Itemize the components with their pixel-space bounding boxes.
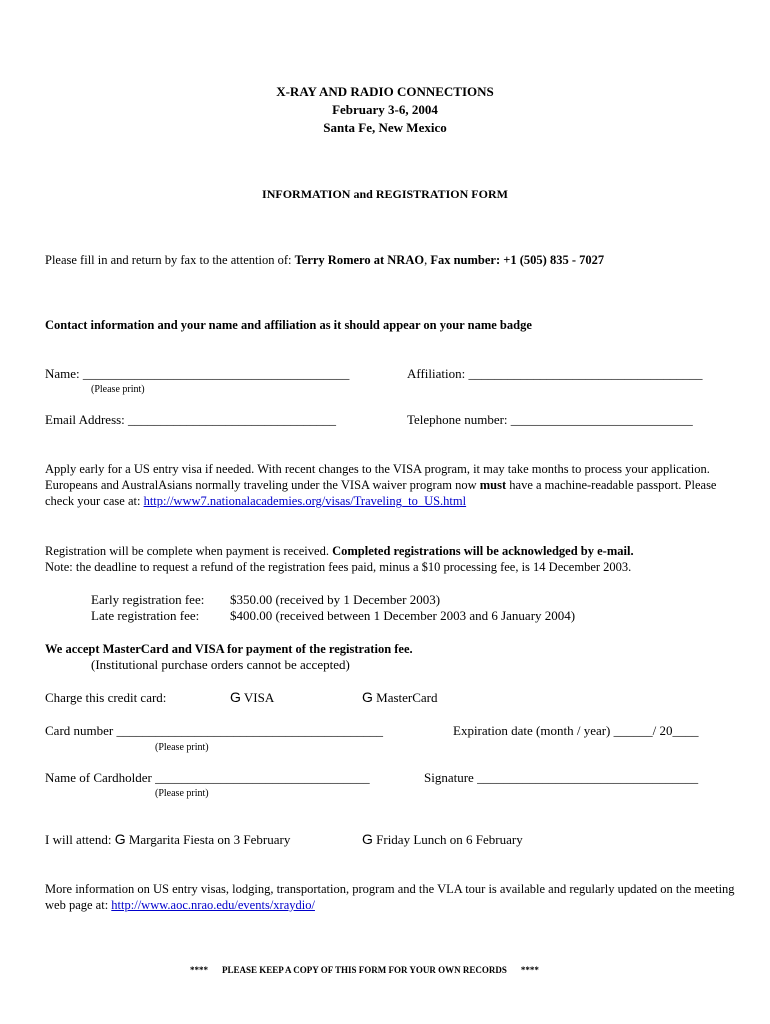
visa-option-label: VISA [240, 690, 275, 705]
lunch-label: Friday Lunch on 6 February [372, 832, 523, 847]
fax-number: Fax number: +1 (505) 835 - 7027 [430, 253, 605, 267]
name-please-print: (Please print) [91, 384, 145, 395]
refund-note: Note: the deadline to request a refund of the registration fees paid, minus a $10 processing fee, is 14 December 2003. [45, 560, 632, 574]
return-instructions [45, 252, 604, 268]
email-field[interactable]: Email Address: ________________________________ [45, 412, 337, 427]
mastercard-option-label: MasterCard [372, 690, 438, 705]
visa-text-2: have a machine-readable passport. Please check your case at: [45, 478, 717, 508]
fiesta-label: Margarita Fiesta on 3 February [125, 832, 291, 847]
more-info-paragraph [45, 881, 735, 913]
late-fee-label: Late registration fee: [91, 608, 200, 623]
lunch-option[interactable] [362, 831, 523, 848]
more-info-text: More information on US entry visas, lodging, transportation, program and the VLA tour is available and regularly updated on the meeting web page at: [45, 882, 735, 912]
cardholder-field[interactable]: Name of Cardholder _________________________________ [45, 770, 370, 785]
mastercard-option[interactable] [362, 689, 438, 706]
name-field[interactable]: Name: _________________________________________ [45, 366, 350, 381]
telephone-field[interactable]: Telephone number: ____________________________ [407, 412, 693, 427]
meeting-web-link[interactable]: http://www.aoc.nrao.edu/events/xraydio/ [111, 898, 315, 912]
event-location: Santa Fe, New Mexico [323, 120, 447, 135]
return-separator: , [424, 253, 431, 267]
visa-text-1: Apply early for a US entry visa if needed. With recent changes to the VISA program, it may take months to process your application. Europeans and AustralAsians normally traveling under the VISA waiver program now [45, 462, 710, 492]
card-please-print: (Please print) [155, 742, 209, 753]
late-fee-value: $400.00 (received between 1 December 2003 and 6 January 2004) [230, 608, 576, 623]
card-number-field[interactable]: Card number _________________________________________ [45, 723, 383, 738]
charge-label: Charge this credit card: [45, 690, 167, 705]
contact-heading: Contact information and your name and affiliation as it should appear on your name badge [45, 318, 532, 332]
mastercard-checkbox-icon[interactable]: G [362, 689, 373, 705]
early-fee-label: Early registration fee: [91, 592, 205, 607]
signature-field[interactable]: Signature __________________________________ [424, 770, 699, 785]
footer-stars-left: **** [190, 965, 208, 975]
visa-option[interactable] [230, 689, 274, 706]
early-fee-value: $350.00 (received by 1 December 2003) [230, 592, 441, 607]
registration-line [45, 543, 634, 559]
registration-ack: Completed registrations will be acknowledged by e-mail. [332, 544, 634, 558]
footer-text: PLEASE KEEP A COPY OF THIS FORM FOR YOUR OWN RECORDS [222, 965, 507, 975]
form-title: INFORMATION and REGISTRATION FORM [262, 187, 508, 201]
event-title: X-RAY AND RADIO CONNECTIONS [276, 84, 494, 99]
fiesta-checkbox-icon[interactable]: G [114, 831, 126, 847]
return-prefix: Please fill in and return by fax to the attention of: [45, 253, 295, 267]
lunch-checkbox-icon[interactable]: G [362, 831, 373, 847]
cardholder-please-print: (Please print) [155, 788, 209, 799]
expiration-field[interactable]: Expiration date (month / year) ______/ 20____ [453, 723, 699, 738]
footer-note [190, 962, 539, 978]
visa-must: must [479, 478, 507, 492]
visa-checkbox-icon[interactable]: G [230, 689, 241, 705]
payment-heading: We accept MasterCard and VISA for payment of the registration fee. [45, 642, 413, 656]
payment-subnote: (Institutional purchase orders cannot be accepted) [91, 657, 350, 672]
registration-prefix: Registration will be complete when payment is received. [45, 544, 333, 558]
footer-stars-right: **** [520, 965, 539, 975]
visa-info-link[interactable]: http://www7.nationalacademies.org/visas/Traveling_to_US.html [143, 494, 467, 508]
attend-row [45, 831, 290, 848]
attend-label: I will attend: [45, 832, 115, 847]
affiliation-field[interactable]: Affiliation: ____________________________________ [407, 366, 703, 381]
event-dates: February 3-6, 2004 [332, 102, 438, 117]
visa-paragraph [45, 461, 735, 509]
fax-recipient: Terry Romero at NRAO [294, 253, 425, 267]
